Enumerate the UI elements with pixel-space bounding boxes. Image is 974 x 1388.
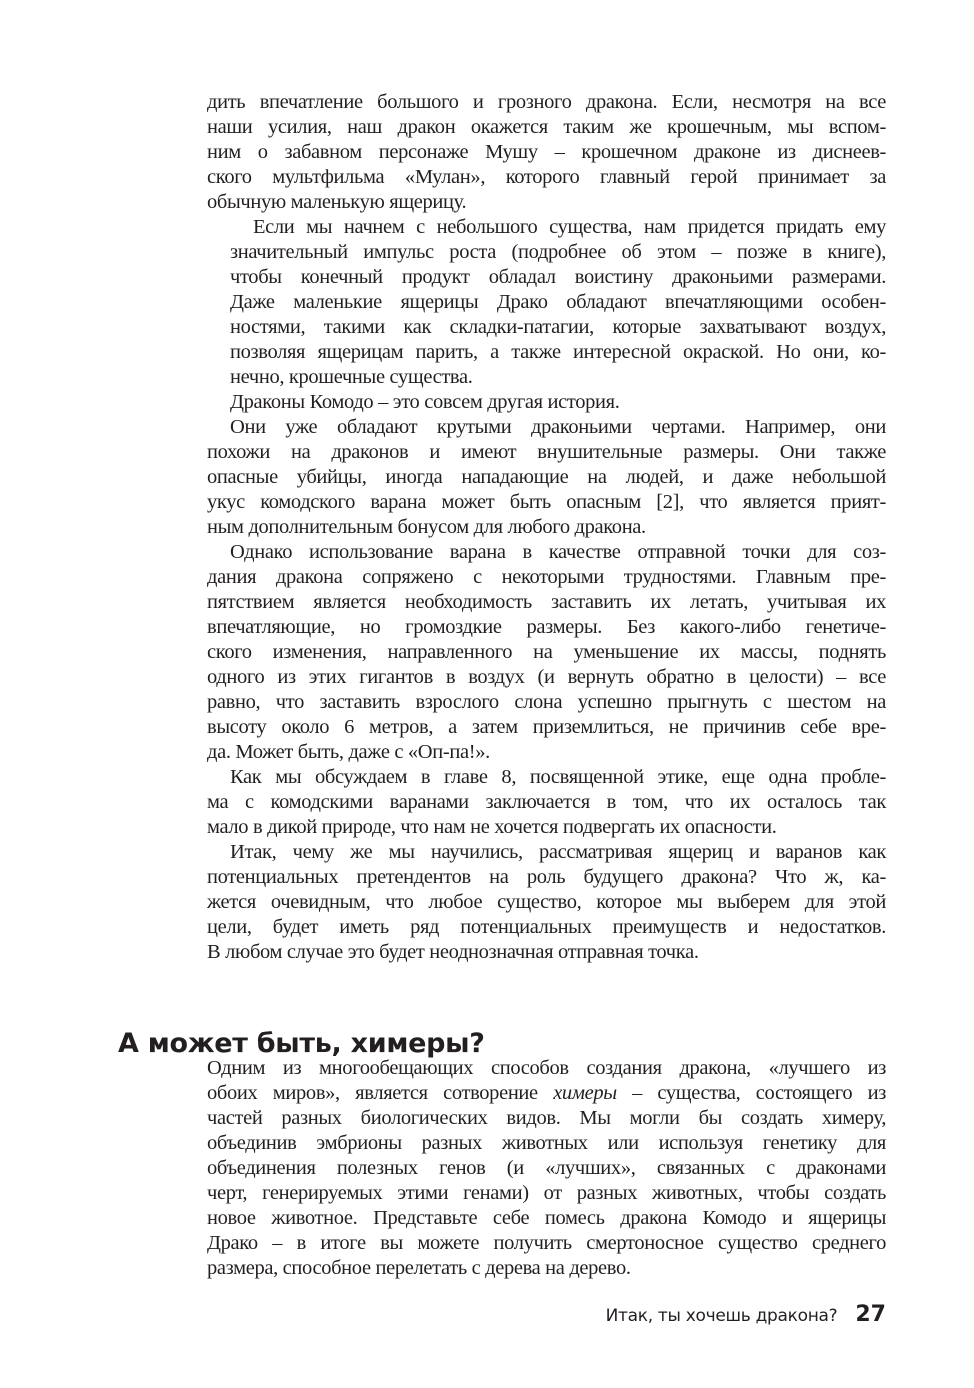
text-line: Если мы начнем с небольшого существа, нам придется придать ему: [253, 216, 886, 238]
page-footer: [606, 1302, 886, 1327]
paragraph: [207, 840, 886, 965]
text-line: размера, способное перелетать с дерева на дерево.: [207, 1257, 631, 1279]
text-line: объединения полезных генов (и «лучших», связанных с драконами: [207, 1157, 886, 1179]
text-line: Как мы обсуждаем в главе 8, посвященной этике, еще одна пробле-: [230, 766, 886, 788]
text-line: равно, что заставить взрослого слона успешно прыгнуть с шестом на: [207, 691, 886, 713]
paragraph: [207, 765, 886, 840]
page-number: 27: [855, 1302, 886, 1327]
section-heading: А может быть, химеры?: [118, 1028, 485, 1060]
paragraph: [207, 415, 886, 540]
paragraph: [207, 1056, 886, 1281]
text-line: позволяя ящерицам парить, а также интересной окраской. Но они, ко-: [230, 341, 886, 363]
text-line: укус комодского варана может быть опасным [2], что является прият-: [207, 491, 886, 513]
paragraph: [207, 540, 886, 765]
text-line: частей разных биологических видов. Мы могли бы создать химеру,: [207, 1107, 886, 1129]
text-line: чтобы конечный продукт обладал воистину драконьими размерами.: [230, 266, 886, 288]
section-text: [207, 1056, 886, 1281]
text-line: да. Может быть, даже с «Оп-па!».: [207, 741, 490, 763]
emphasis-term: химеры: [553, 1082, 617, 1104]
text-line: дания дракона сопряжено с некоторыми трудностями. Главным пре-: [207, 566, 886, 588]
text-line: наши усилия, наш дракон окажется таким же крошечным, мы вспом-: [207, 116, 886, 138]
text-line: Однако использование варана в качестве отправной точки для соз-: [230, 541, 886, 563]
text-line: жется очевидным, что любое существо, которое мы выберем для этой: [207, 891, 886, 913]
text-line: ского изменения, направленного на уменьшение их массы, поднять: [207, 641, 886, 663]
text-line: Итак, чему же мы научились, рассматривая ящериц и варанов как: [230, 841, 886, 863]
paragraph: [207, 215, 886, 390]
paragraph: [207, 90, 886, 215]
text-line: ского мультфильма «Мулан», которого главный герой принимает за: [207, 166, 886, 188]
text-line: цели, будет иметь ряд потенциальных преимуществ и недостатков.: [207, 916, 886, 938]
text-line: ним о забавном персонаже Мушу – крошечном драконе из диснеев-: [207, 141, 886, 163]
text-line: черт, генерируемых этими генами) от разных животных, чтобы создать: [207, 1182, 886, 1204]
text-line: высоту около 6 метров, а затем приземлиться, не причинив себе вре-: [207, 716, 886, 738]
text-line: мало в дикой природе, что нам не хочется подвергать их опасности.: [207, 816, 777, 838]
text-line: потенциальных претендентов на роль будущего дракона? Что ж, ка-: [207, 866, 886, 888]
paragraph: [207, 390, 886, 415]
text-line: Драко – в итоге вы можете получить смертоносное существо среднего: [207, 1232, 886, 1254]
text-line: В любом случае это будет неоднозначная отправная точка.: [207, 941, 699, 963]
text-line: объединив эмбрионы разных животных или используя генетику для: [207, 1132, 886, 1154]
text-line: Одним из многообещающих способов создания дракона, «лучшего из: [207, 1057, 886, 1079]
text-line: новое животное. Представьте себе помесь дракона Комодо и ящерицы: [207, 1207, 886, 1229]
running-title: Итак, ты хочешь дракона?: [605, 1306, 838, 1326]
text-line: ностями, такими как складки-патагии, которые захватывают воздух,: [230, 316, 886, 338]
text-line: похожи на драконов и имеют внушительные размеры. Они также: [207, 441, 886, 463]
text-line: дить впечатление большого и грозного дракона. Если, несмотря на все: [207, 91, 886, 113]
text-line: пятствием является необходимость заставить их летать, учитывая их: [207, 591, 886, 613]
text-line: обычную маленькую ящерицу.: [207, 191, 467, 213]
text-line: ма с комодскими варанами заключается в том, что их осталось так: [207, 791, 886, 813]
text-line: нечно, крошечные существа.: [230, 366, 473, 388]
text-line: ным дополнительным бонусом для любого дракона.: [207, 516, 646, 538]
text-line: опасные убийцы, иногда нападающие на людей, и даже небольшой: [207, 466, 886, 488]
section-text: [207, 90, 886, 965]
text-line: одного из этих гигантов в воздух (и вернуть обратно в целости) – все: [207, 666, 886, 688]
text-line: Даже маленькие ящерицы Драко обладают впечатляющими особен-: [230, 291, 886, 313]
text-line: Они уже обладают крутыми драконьими чертами. Например, они: [230, 416, 886, 438]
text-line: впечатляющие, но громоздкие размеры. Без какого-либо генетиче-: [207, 616, 886, 638]
text-line: Драконы Комодо – это совсем другая история.: [230, 391, 620, 413]
text-line: значительный импульс роста (подробнее об этом – позже в книге),: [230, 241, 886, 263]
text-line: обоих миров», является сотворение химеры – существа, состоящего из: [207, 1082, 886, 1104]
